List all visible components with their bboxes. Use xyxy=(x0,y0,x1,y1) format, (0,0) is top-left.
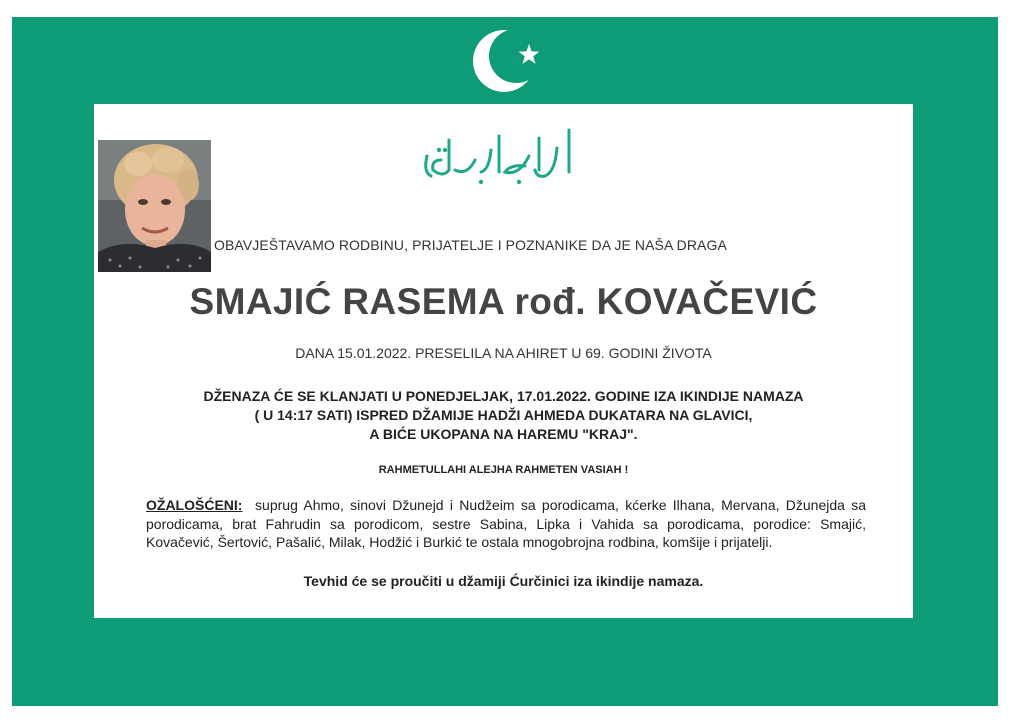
funeral-line-1: DŽENAZA ĆE SE KLANJATI U PONEDJELJAK, 17.01.2022. GODINE IZA IKINDIJE NAMAZA xyxy=(203,388,804,404)
mourners-label: OŽALOŠĆENI: xyxy=(146,497,243,513)
deceased-name: SMAJIĆ RASEMA rođ. KOVAČEVIĆ xyxy=(189,281,818,322)
mourners-paragraph xyxy=(146,496,866,552)
funeral-details xyxy=(94,387,913,444)
death-date-line: DANA 15.01.2022. PRESELILA NA AHIRET U 69. GODINI ŽIVOTA xyxy=(295,345,712,361)
crescent-and-star-icon xyxy=(470,26,550,96)
deceased-portrait xyxy=(98,140,211,272)
funeral-line-2: ( U 14:17 SATI) ISPRED DŽAMIJE HADŽI AHMEDA DUKATARA NA GLAVICI, xyxy=(254,407,753,423)
announcement-text: OBAVJEŠTAVAMO RODBINU, PRIJATELJE I POZNANIKE DA JE NAŠA DRAGA xyxy=(214,237,727,253)
arabic-calligraphy xyxy=(419,120,589,190)
notice-panel xyxy=(94,104,913,618)
tevhid-line: Tevhid će se proučiti u džamiji Ćurčinici iza ikindije namaza. xyxy=(303,573,704,589)
funeral-line-3: A BIĆE UKOPANA NA HAREMU "KRAJ". xyxy=(369,426,638,442)
mourners-text: suprug Ahmo, sinovi Džunejd i Nudžeim sa porodicama, kćerke Ilhana, Mervana, Džunejda sa porodicama, brat Fahrudin sa porodicom, sestre Sabina, Lipka i Vahida sa porodicama, porodice: Smajić, Kovačević, Šertović, Pašalić, Milak, Hodžić i Burkić te ostala mnogobrojna rodbina, komšije i prijatelji. xyxy=(146,497,866,550)
prayer-line: RAHMETULLAHI ALEJHA RAHMETEN VASIAH ! xyxy=(378,464,629,476)
